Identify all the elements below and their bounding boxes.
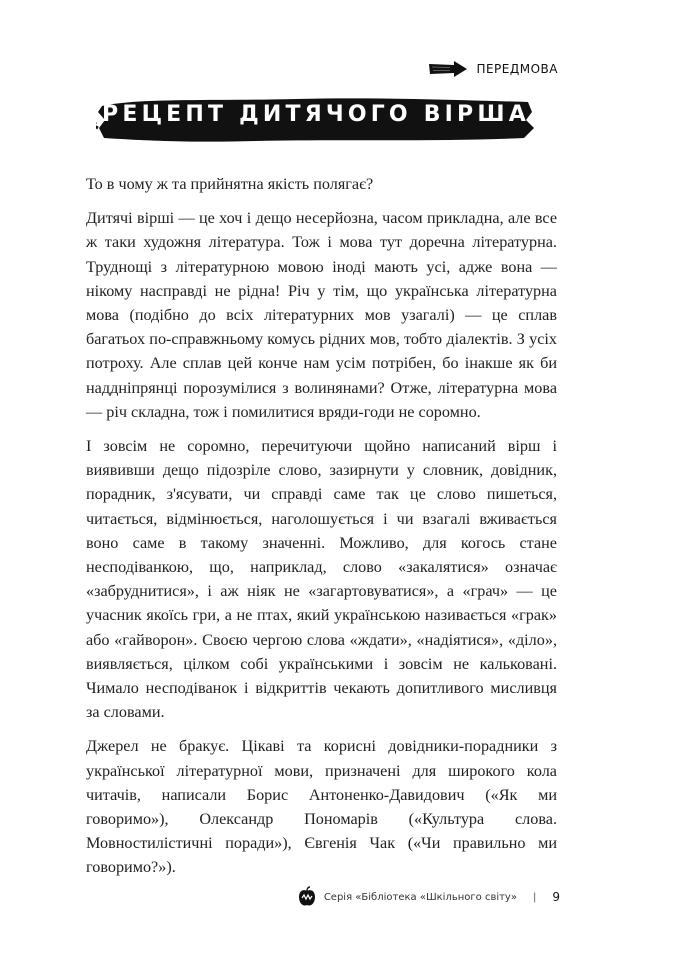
paragraph: То в чому ж та прийнятна якість полягає? [86,175,374,193]
paragraph: Дитячі вірші — це хоч і дещо несерйозна, часом прикладна, але все ж таки художня література. Тож і мова тут доречна літературна. Труднощі з літературною мовою іноді мають усі, адже вона — нікому насправді не рідна! Річ у тім, що українська літературна мова (подібно до всіх літературних мов узагалі) — це сплав багатьох по-справжньому комусь рідних мов, тобто діалектів. З усіх потроху. Але сплав цей конче нам усім потрібен, бо інакше як би наддніпрянці порозумілися з волинянами? Отже, літературна мова — річ складна, тож і помилитися вряди-годи не соромно. [86,209,557,421]
paragraph: І зовсім не соромно, перечитуючи щойно написаний вірш і виявивши дещо підозріле слово, зазирнути у словник, довідник, порадник, з'ясувати, чи справді саме так це слово пишеться, читається, відмінюється, наголошується і чи взагалі вживається воно саме в такому значенні. Можливо, для когось стане несподіванкою, що, наприклад, слово «закалятися» означає «забруднитися», і аж ніяк не «загартовуватися», а «грач» — це учасник якоїсь гри, а не птах, який українською називається «грак» або «гайворон». Своєю чергою слова «ждати», «надіятися», «діло», виявляється, цілком собі українськими і зовсім не кальковані. Чимало несподіванок і відкриттів чекають допитливого мисливця за словами. [86,437,557,722]
apple-logo-icon [296,886,318,908]
footer-separator: | [532,891,537,903]
page-footer [296,886,560,908]
title-banner [96,92,536,146]
page-number: 9 [552,890,560,904]
body-text [86,172,557,890]
arrow-right-icon [428,60,468,78]
series-title: Серія «Бібліотека «Шкільного світу» [323,891,517,903]
section-label: ПЕРЕДМОВА [476,62,558,76]
paragraph: Джерел не бракує. Цікаві та корисні довідники-порадники з української літературної мови, призначені для широкого кола читачів, написали Борис Антоненко-Давидович («Як ми говоримо»), Олександр Пономарів («Культура слова. Мовностилістичні поради»), Євгенія Чак («Чи правильно ми говоримо?»). [86,737,557,877]
section-header [428,60,558,78]
page-title: РЕЦЕПТ ДИТЯЧОГО ВІРША [102,102,530,127]
